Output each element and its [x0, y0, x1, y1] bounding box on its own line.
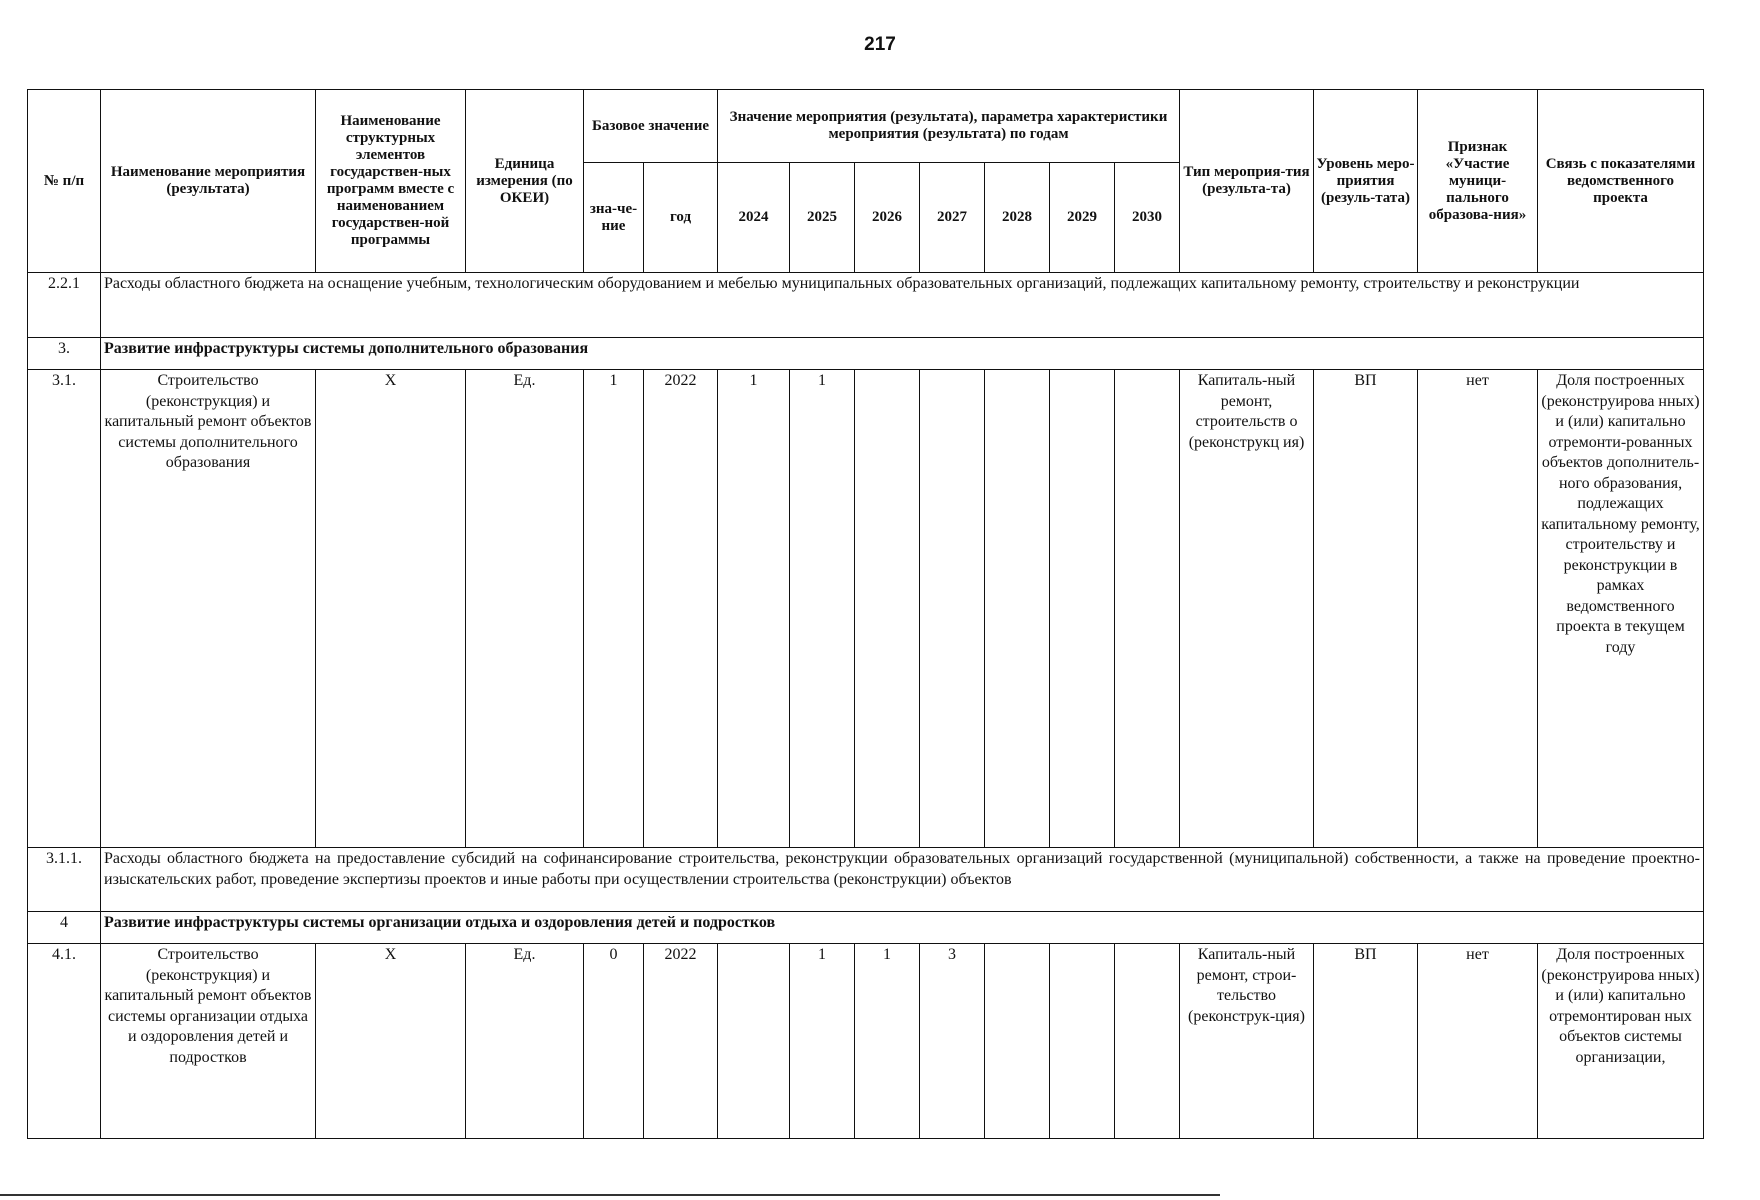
- value-2024: 1: [718, 370, 790, 848]
- row-3: [28, 338, 1704, 370]
- row-number: 3.1.: [28, 370, 101, 848]
- structural-elements: Х: [316, 370, 466, 848]
- header-base: Базовое значение: [584, 90, 718, 163]
- project-indicator-link: Доля построенных (реконструирова нных) и (или) капитально отремонти-рованных объектов дополнитель-ного образования, подлежащих капитальному ремонту, строительству и реконструкции в рамках ведомственного проекта в текущем году: [1538, 370, 1704, 848]
- row-text: Расходы областного бюджета на предоставление субсидий на софинансирование строительства, реконструкции образовательных организаций государственной (муниципальной) собственности, а также на проведение проектно-изыскательских работ, проведение экспертизы проектов и иные работы при осуществлении строительства (реконструкции) объектов: [101, 848, 1704, 912]
- value-2030: [1115, 370, 1180, 848]
- row-number: 2.2.1: [28, 273, 101, 338]
- section-title: Развитие инфраструктуры системы дополнительного образования: [101, 338, 1704, 370]
- municipal-participation: нет: [1418, 944, 1538, 1139]
- value-2030: [1115, 944, 1180, 1139]
- base-value: 0: [584, 944, 644, 1139]
- base-value: 1: [584, 370, 644, 848]
- header-municipal: Признак «Участие муници-пального образова-ния»: [1418, 90, 1538, 273]
- header-structural: Наименование структурных элементов государствен-ных программ вместе с наименованием государствен-ной программы: [316, 90, 466, 273]
- header-year-2026: 2026: [855, 163, 920, 273]
- value-2028: [985, 944, 1050, 1139]
- row-3-1: [28, 370, 1704, 848]
- header-level: Уровень меро-приятия (резуль-тата): [1314, 90, 1418, 273]
- measure-type: Капиталь-ный ремонт, строительств о (реконструкц ия): [1180, 370, 1314, 848]
- project-indicator-link: Доля построенных (реконструирова нных) и (или) капитально отремонтирован ных объектов системы организации,: [1538, 944, 1704, 1139]
- header-num: № п/п: [28, 90, 101, 273]
- header-type: Тип мероприя-тия (результа-та): [1180, 90, 1314, 273]
- base-year: 2022: [644, 370, 718, 848]
- value-2027: [920, 370, 985, 848]
- row-text: Расходы областного бюджета на оснащение учебным, технологическим оборудованием и мебелью муниципальных образовательных организаций, подлежащих капитальному ремонту, строительству и реконструкции: [101, 273, 1704, 338]
- value-2025: 1: [790, 370, 855, 848]
- measure-name: Строительство (реконструкция) и капитальный ремонт объектов системы дополнительного образования: [101, 370, 316, 848]
- row-3-1-1: [28, 848, 1704, 912]
- section-title: Развитие инфраструктуры системы организации отдыха и оздоровления детей и подростков: [101, 912, 1704, 944]
- header-year-2028: 2028: [985, 163, 1050, 273]
- page-number: 217: [864, 34, 896, 55]
- row-number: 3.1.1.: [28, 848, 101, 912]
- measure-type: Капиталь-ный ремонт, строи-тельство (реконструк-ция): [1180, 944, 1314, 1139]
- value-2026: 1: [855, 944, 920, 1139]
- value-2029: [1050, 944, 1115, 1139]
- value-2028: [985, 370, 1050, 848]
- row-4: [28, 912, 1704, 944]
- value-2027: 3: [920, 944, 985, 1139]
- row-2-2-1: [28, 273, 1704, 338]
- unit: Ед.: [466, 370, 584, 848]
- header-name: Наименование мероприятия (результата): [101, 90, 316, 273]
- measure-name: Строительство (реконструкция) и капитальный ремонт объектов системы организации отдыха и оздоровления детей и подростков: [101, 944, 316, 1139]
- row-number: 3.: [28, 338, 101, 370]
- measures-table: [27, 89, 1704, 1139]
- header-values-group: Значение мероприятия (результата), параметра характеристики мероприятия (результата) по годам: [718, 90, 1180, 163]
- header-year-2030: 2030: [1115, 163, 1180, 273]
- row-number: 4.1.: [28, 944, 101, 1139]
- header-unit: Единица измерения (по ОКЕИ): [466, 90, 584, 273]
- value-2026: [855, 370, 920, 848]
- unit: Ед.: [466, 944, 584, 1139]
- measure-level: ВП: [1314, 944, 1418, 1139]
- value-2025: 1: [790, 944, 855, 1139]
- header-base-value: зна-че-ние: [584, 163, 644, 273]
- header-year-2025: 2025: [790, 163, 855, 273]
- header-year-2027: 2027: [920, 163, 985, 273]
- bottom-rule: [0, 1194, 1220, 1196]
- base-year: 2022: [644, 944, 718, 1139]
- header-link: Связь с показателями ведомственного проекта: [1538, 90, 1704, 273]
- row-number: 4: [28, 912, 101, 944]
- measure-level: ВП: [1314, 370, 1418, 848]
- municipal-participation: нет: [1418, 370, 1538, 848]
- header-year-2024: 2024: [718, 163, 790, 273]
- header-row-1: [28, 90, 1704, 163]
- value-2024: [718, 944, 790, 1139]
- header-year-2029: 2029: [1050, 163, 1115, 273]
- row-4-1: [28, 944, 1704, 1139]
- structural-elements: Х: [316, 944, 466, 1139]
- value-2029: [1050, 370, 1115, 848]
- header-base-year: год: [644, 163, 718, 273]
